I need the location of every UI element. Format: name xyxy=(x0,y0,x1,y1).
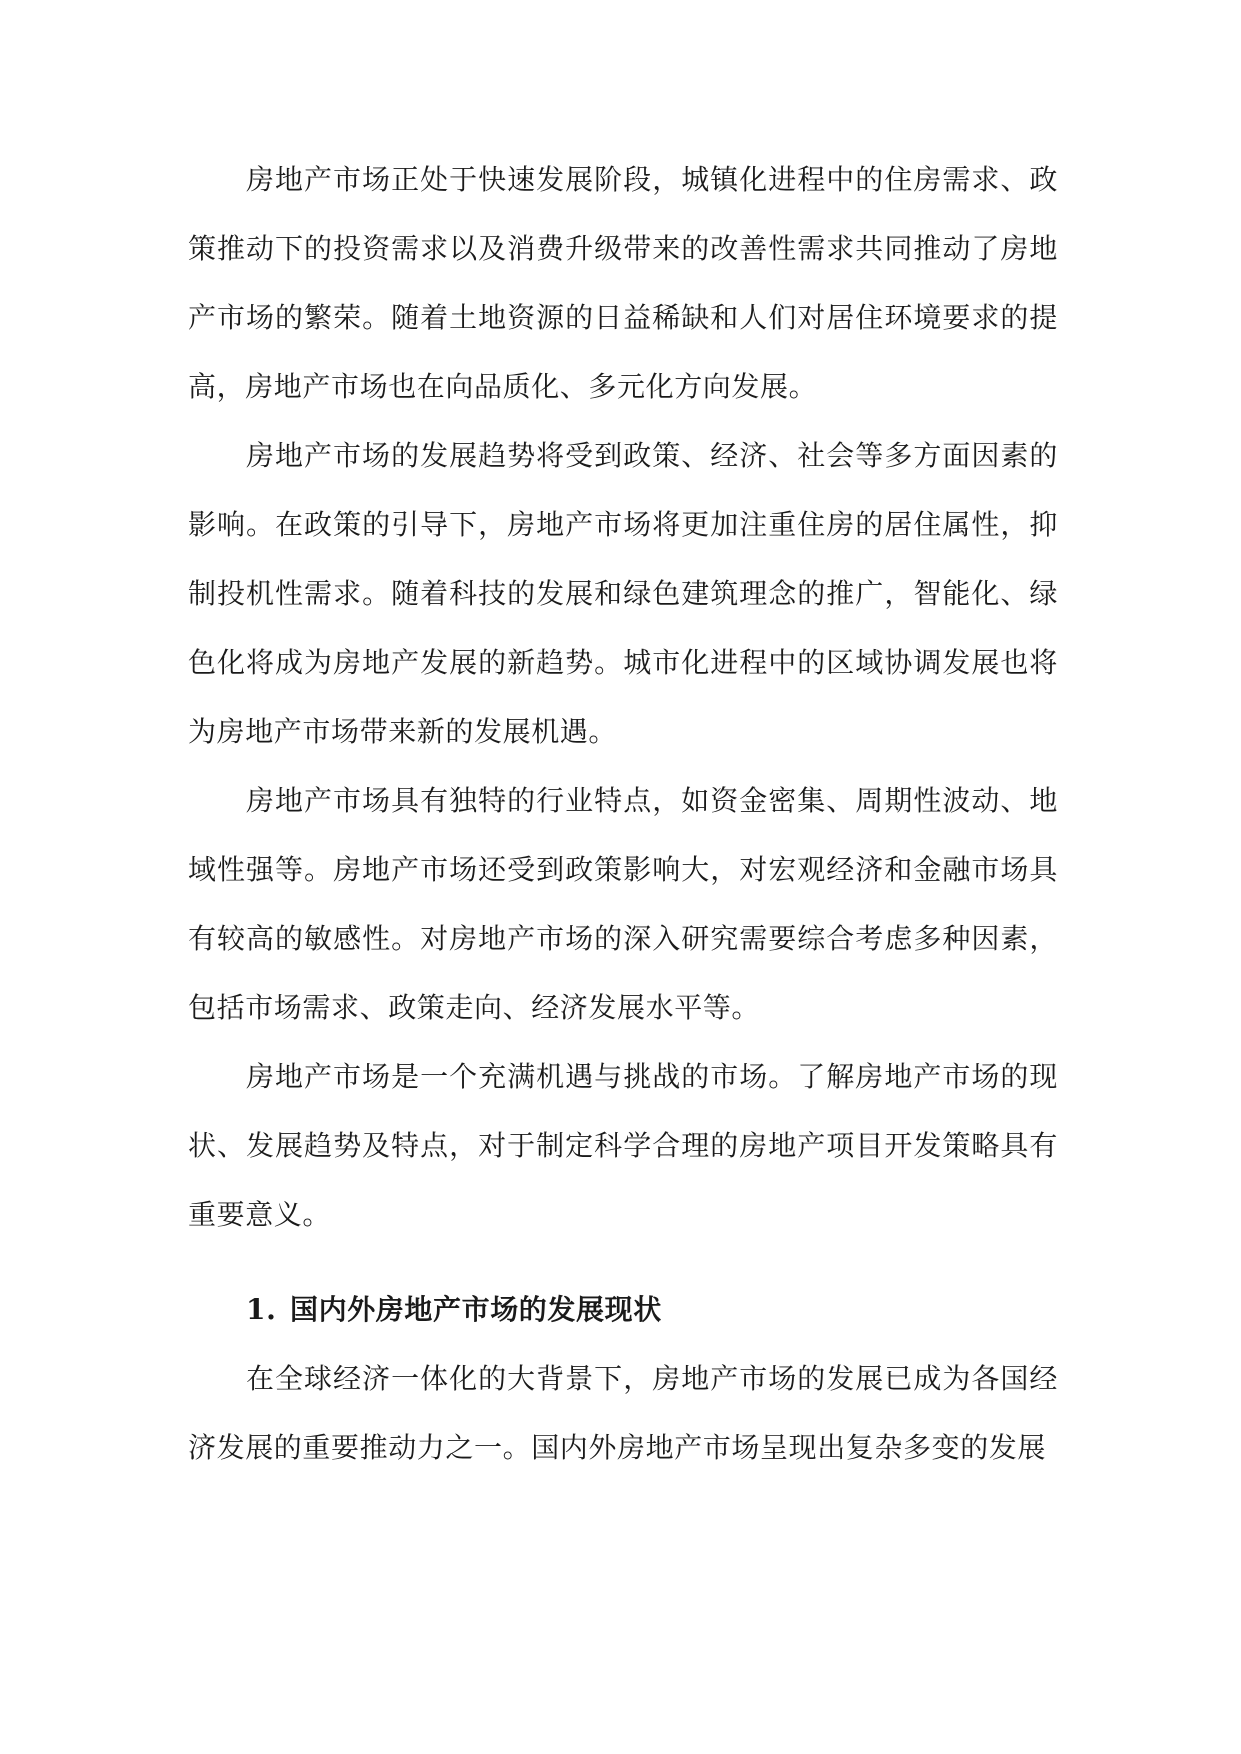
paragraph-2: 房地产市场的发展趋势将受到政策、经济、社会等多方面因素的影响。在政策的引导下，房地产市场将更加注重住房的居住属性，抑制投机性需求。随着科技的发展和绿色建筑理念的推广，智能化、绿色化将成为房地产发展的新趋势。城市化进程中的区域协调发展也将为房地产市场带来新的发展机遇。 xyxy=(188,439,1058,748)
paragraph-1: 房地产市场正处于快速发展阶段，城镇化进程中的住房需求、政策推动下的投资需求以及消费升级带来的改善性需求共同推动了房地产市场的繁荣。随着土地资源的日益稀缺和人们对居住环境要求的提高，房地产市场也在向品质化、多元化方向发展。 xyxy=(188,163,1058,403)
paragraph-4: 房地产市场是一个充满机遇与挑战的市场。了解房地产市场的现状、发展趋势及特点，对于制定科学合理的房地产项目开发策略具有重要意义。 xyxy=(188,1060,1058,1231)
paragraph-3: 房地产市场具有独特的行业特点，如资金密集、周期性波动、地域性强等。房地产市场还受到政策影响大，对宏观经济和金融市场具有较高的敏感性。对房地产市场的深入研究需要综合考虑多种因素，包括市场需求、政策走向、经济发展水平等。 xyxy=(188,784,1058,1024)
document-body xyxy=(188,145,1058,1482)
section-number: 1. xyxy=(246,1293,277,1326)
section-title: 国内外房地产市场的发展现状 xyxy=(290,1293,662,1326)
paragraph-5: 在全球经济一体化的大背景下，房地产市场的发展已成为各国经济发展的重要推动力之一。国内外房地产市场呈现出复杂多变的发展 xyxy=(188,1362,1058,1464)
section-heading xyxy=(188,1275,1058,1344)
